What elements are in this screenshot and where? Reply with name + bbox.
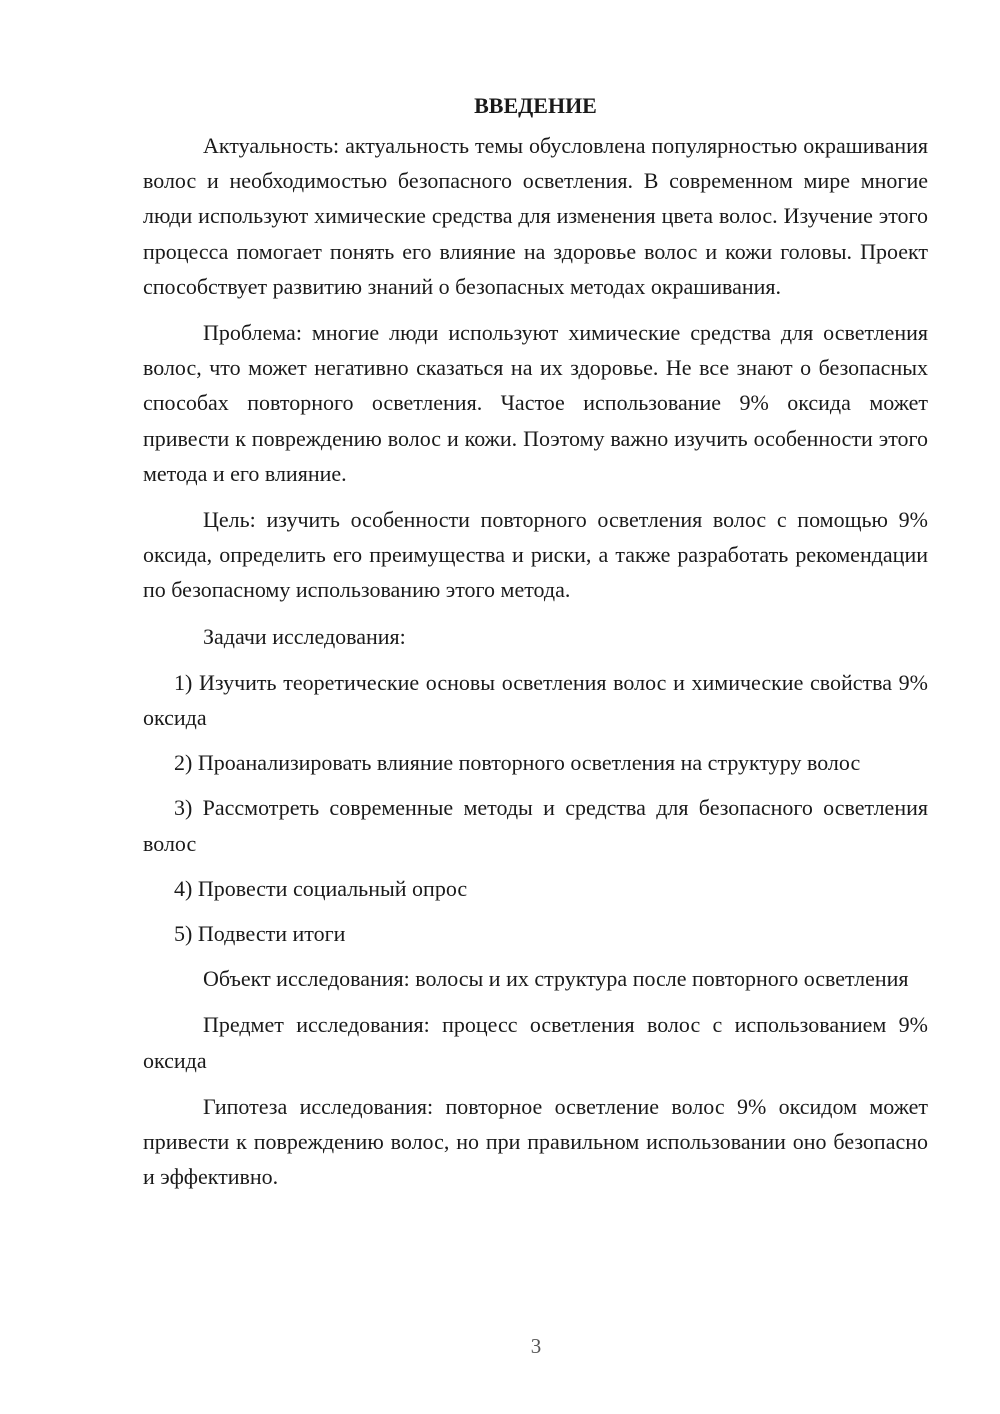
object-paragraph: Объект исследования: волосы и их структура после повторного осветления: [203, 966, 909, 992]
problem-paragraph: Проблема: многие люди используют химические средства для осветления волос, что может негативно сказаться на их здоровье. Не все знают о безопасных способах повторного осветления. Частое использование 9% оксида может привести к повреждению волос и кожи. Поэтому важно изучить особенности этого метода и его влияние.: [143, 320, 928, 486]
task-item: 5) Подвести итоги: [174, 921, 346, 947]
tasks-heading: Задачи исследования:: [203, 623, 406, 649]
page-number: 3: [530, 1334, 542, 1358]
task-item: 3) Рассмотреть современные методы и средства для безопасного осветления волос: [143, 795, 928, 856]
tasks-list: [143, 665, 928, 951]
goal-paragraph: Цель: изучить особенности повторного осветления волос с помощью 9% оксида, определить его преимущества и риски, а также разработать рекомендации по безопасному использованию этого метода.: [143, 507, 928, 603]
task-item: 2) Проанализировать влияние повторного осветления на структуру волос: [174, 750, 861, 776]
subject-paragraph: Предмет исследования: процесс осветления волос с использованием 9% оксида: [143, 1012, 928, 1073]
relevance-paragraph: Актуальность: актуальность темы обусловлена популярностью окрашивания волос и необходимостью безопасного осветления. В современном мире многие люди используют химические средства для изменения цвета волос. Изучение этого процесса помогает понять его влияние на здоровье волос и кожи головы. Проект способствует развитию знаний о безопасных методах окрашивания.: [143, 133, 928, 299]
task-item: 1) Изучить теоретические основы осветления волос и химические свойства 9% оксида: [143, 669, 928, 731]
section-title: ВВЕДЕНИЕ: [474, 93, 597, 118]
document-page: [143, 90, 928, 1205]
task-item: 4) Провести социальный опрос: [174, 875, 468, 901]
hypothesis-paragraph: Гипотеза исследования: повторное осветление волос 9% оксидом может привести к повреждению волос, но при правильном использовании оно безопасно и эффективно.: [143, 1093, 928, 1190]
